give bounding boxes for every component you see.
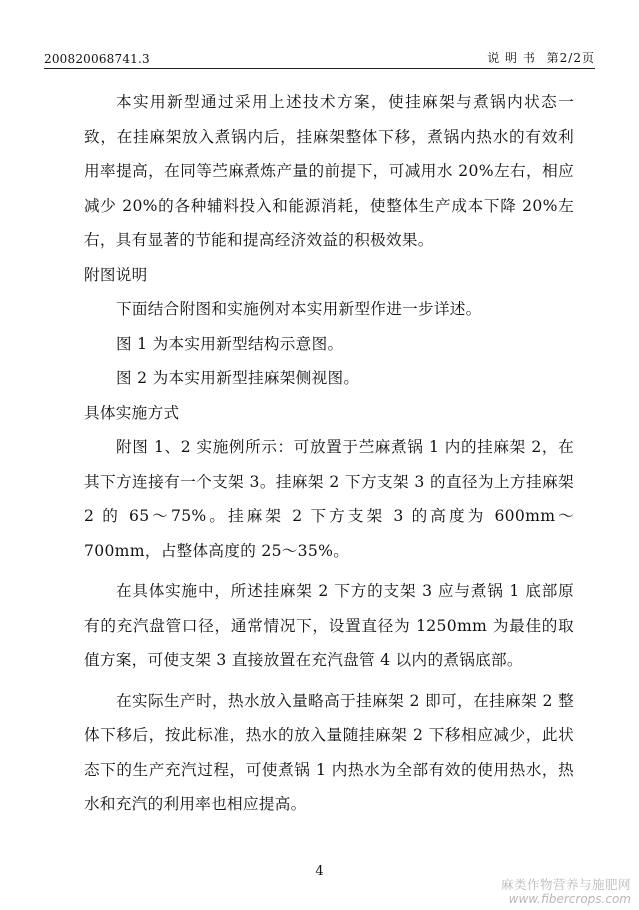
watermark-text: 麻类作物营养与施肥网 [500, 877, 631, 892]
page-header [44, 46, 595, 66]
document-body [84, 85, 574, 822]
page-number: 4 [315, 864, 324, 879]
watermark-url: www.fibercrops.com [508, 892, 631, 906]
paragraph-implementation: 在具体实施中，所述挂麻架 2 下方的支架 3 应与煮锅 1 底部原有的充汽盘管口径，通常情况下，设置直径为 1250mm 为最佳的取值方案，可使支架 3 直接放置在充汽盘管 4 以内的煮锅底部。 [84, 582, 574, 669]
figure-1-caption: 图 1 为本实用新型结构示意图。 [116, 334, 344, 353]
paragraph-effect: 本实用新型通过采用上述技术方案，使挂麻架与煮锅内状态一致，在挂麻架放入煮锅内后，挂麻架整体下移，煮锅内热水的有效利用率提高，在同等苎麻煮炼产量的前提下，可减用水 20%左右，相应减少 20%的各种辅料投入和能源消耗，使整体生产成本下降 20%左右，具有显著的节能和提高经济效益的积极效果。 [84, 93, 574, 249]
heading-drawings: 附图说明 [84, 265, 148, 284]
header-right [481, 49, 595, 66]
page-info: 第2/2页 [546, 51, 595, 65]
heading-embodiment: 具体实施方式 [84, 403, 180, 422]
paragraph-intro: 下面结合附图和实施例对本实用新型作进一步详述。 [116, 300, 482, 318]
watermark [501, 878, 631, 906]
header-rule [44, 68, 595, 69]
figure-2-caption: 图 2 为本实用新型挂麻架侧视图。 [116, 369, 360, 387]
paragraph-embodiment: 附图 1、2 实施例所示：可放置于苎麻煮锅 1 内的挂麻架 2，在其下方连接有一个支架 3。挂麻架 2 下方支架 3 的直径为上方挂麻架 2 的 65～75%。挂麻架 2 下方支架 3 的高度为 600mm～700mm，占整体高度的 25～35%。 [84, 438, 574, 560]
paragraph-production: 在实际生产时，热水放入量略高于挂麻架 2 即可，在挂麻架 2 整体下移后，按此标准，热水的放入量随挂麻架 2 下移相应减少，此状态下的生产充汽过程，可使煮锅 1 内热水为全部有效的使用热水，热水和充汽的利用率也相应提高。 [84, 691, 574, 813]
document-type: 说 明 书 [487, 51, 536, 65]
document-number: 200820068741.3 [44, 52, 150, 66]
